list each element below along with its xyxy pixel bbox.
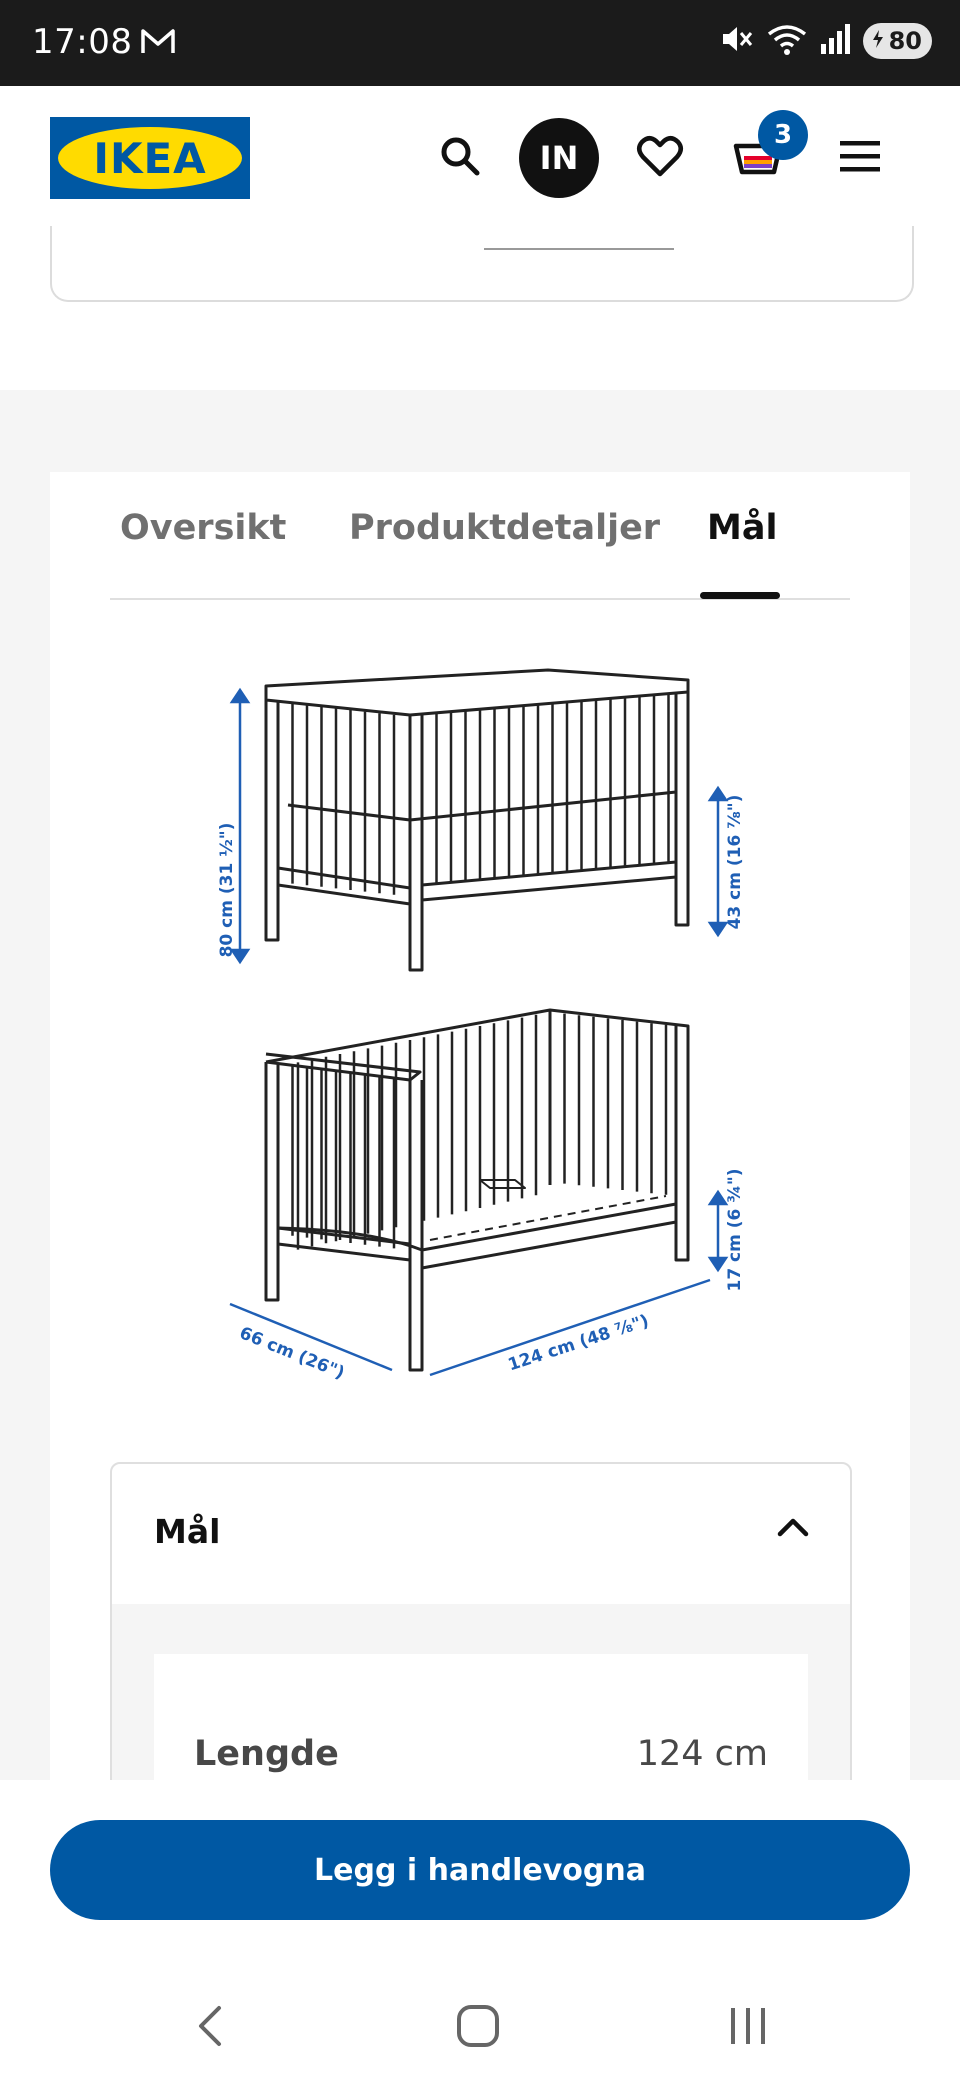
status-bar [0, 0, 960, 86]
dim-label-length: 124 cm (48 ⅞") [505, 1311, 652, 1376]
add-to-cart-button[interactable]: Legg i handlevogna [50, 1820, 910, 1920]
nav-recents-button[interactable] [708, 1998, 788, 2058]
search-icon [438, 134, 482, 182]
mute-icon [719, 22, 755, 60]
home-icon [455, 2003, 501, 2053]
accordion-title[interactable]: Mål [154, 1512, 221, 1551]
dimension-diagram [170, 640, 850, 1400]
dimension-value: 124 cm [636, 1734, 768, 1774]
tab-mal[interactable]: Mål [707, 508, 778, 548]
dimensions-accordion [110, 1462, 852, 1806]
nav-home-button[interactable] [438, 1998, 518, 2058]
dim-label-height-mattress: 43 cm (16 ⅞") [725, 794, 745, 930]
tab-produktdetaljer[interactable]: Produktdetaljer [349, 508, 661, 548]
dim-label-height-total: 80 cm (31 ½") [217, 822, 237, 958]
status-time: 17:08 [32, 22, 133, 62]
signal-icon [819, 22, 853, 60]
search-button[interactable] [420, 118, 500, 198]
recents-icon [726, 2004, 770, 2052]
nav-back-button[interactable] [170, 1998, 250, 2058]
battery-level: 80 [888, 27, 922, 55]
battery-indicator [863, 23, 932, 59]
site-header [0, 86, 960, 226]
bottom-action-bar [0, 1780, 960, 2080]
status-icons [719, 22, 932, 60]
heart-icon [636, 134, 684, 182]
chevron-up-icon[interactable] [776, 1516, 810, 1542]
dim-label-width: 66 cm (26") [236, 1323, 348, 1384]
logo-text: IKEA [93, 133, 207, 183]
back-icon [195, 2004, 225, 2052]
previous-section-card [50, 226, 914, 302]
tab-oversikt[interactable]: Oversikt [120, 508, 287, 548]
battery-icon [871, 27, 885, 55]
hamburger-menu-icon [838, 139, 882, 177]
gmail-icon [140, 26, 176, 60]
ikea-logo[interactable] [50, 117, 250, 199]
accordion-body [112, 1604, 850, 1804]
wifi-icon [765, 22, 809, 60]
cart-count-badge: 3 [758, 110, 808, 160]
active-tab-indicator [700, 592, 780, 599]
menu-button[interactable] [820, 118, 900, 198]
dim-label-height-lower: 17 cm (6 ¾") [725, 1168, 745, 1292]
account-button[interactable]: IN [519, 118, 599, 198]
favorites-button[interactable] [620, 118, 700, 198]
previous-section-divider [484, 248, 674, 250]
dimension-label: Lengde [194, 1734, 339, 1774]
